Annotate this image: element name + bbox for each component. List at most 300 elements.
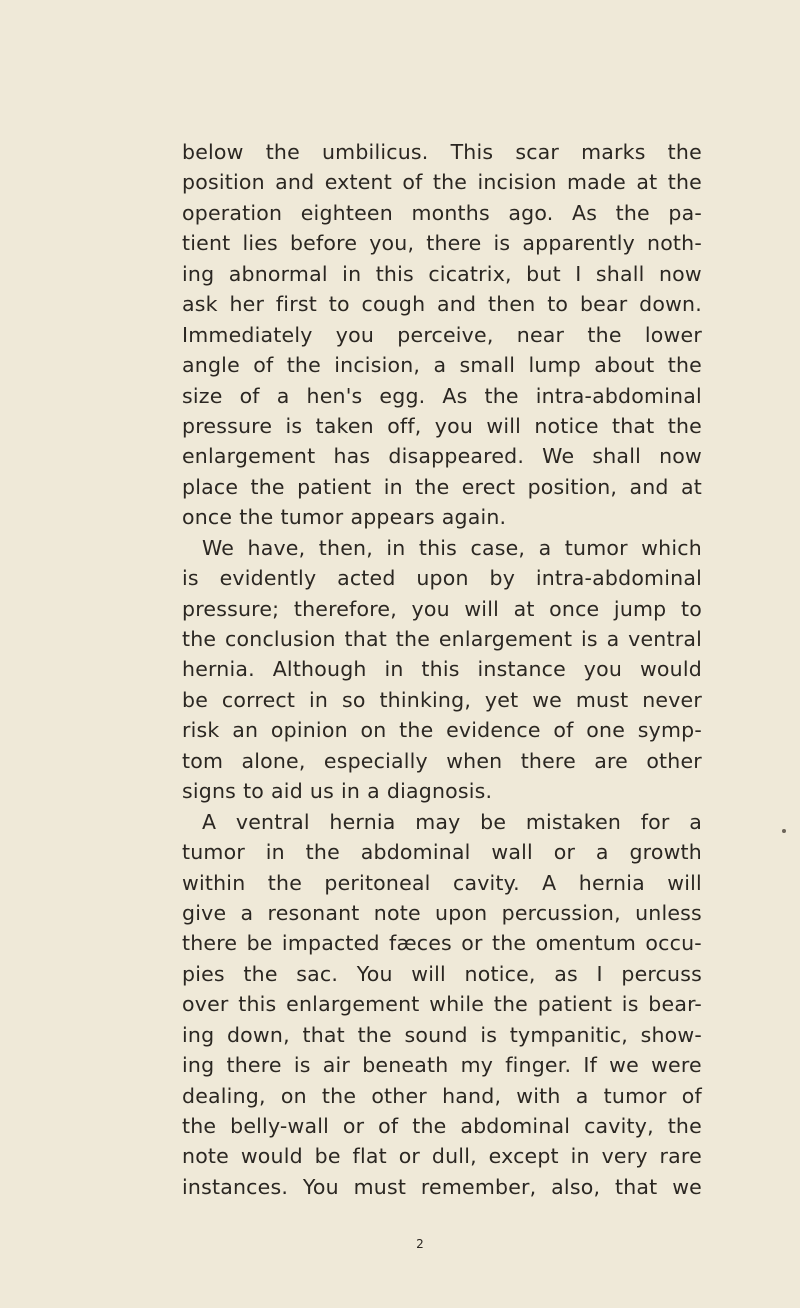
word: also, (551, 1174, 601, 1199)
word: we (609, 1053, 639, 1078)
word: made (567, 170, 626, 195)
word: you (434, 413, 474, 438)
word: As (571, 200, 598, 225)
word: beneath (362, 1053, 449, 1078)
word: aid (271, 779, 303, 804)
word: belly-wall (230, 1114, 330, 1138)
word: that (611, 413, 655, 438)
word: ago. (508, 200, 554, 225)
word: will (486, 413, 522, 438)
word: sound (404, 1022, 468, 1047)
word: or (553, 840, 576, 865)
text-line (182, 989, 702, 1019)
word: tumor (182, 840, 245, 865)
word: other (646, 748, 702, 773)
word: I (575, 261, 582, 286)
word: hand, (442, 1083, 502, 1108)
word: We (542, 444, 575, 469)
word: disappeared. (388, 444, 525, 469)
word: will (667, 870, 702, 895)
word: extent (324, 170, 392, 195)
word: shall (592, 444, 641, 469)
word: my (460, 1053, 494, 1078)
word: there (426, 231, 482, 256)
word: the (587, 322, 622, 347)
word: tumor (564, 535, 628, 560)
word: dealing, (182, 1083, 266, 1108)
word: is (182, 566, 199, 591)
word: tom (182, 748, 224, 773)
word: ask (182, 292, 218, 317)
word: have, (247, 535, 306, 560)
word: a (575, 1083, 589, 1108)
word: with (516, 1083, 561, 1108)
word: of (681, 1083, 702, 1108)
word: the (484, 383, 519, 408)
word: of (239, 383, 260, 408)
word: when (446, 748, 503, 773)
word: you, (369, 231, 415, 256)
word: never (642, 687, 702, 712)
word: notice, (464, 961, 536, 986)
word: pressure; (182, 596, 280, 621)
word: the (265, 140, 300, 164)
word: intra-abdominal (535, 383, 702, 408)
word: the (286, 353, 321, 378)
text-line (182, 1141, 702, 1171)
word: tient (182, 231, 231, 256)
word: enlargement (182, 444, 316, 469)
word: omentum (535, 931, 637, 956)
word: notice (534, 413, 599, 438)
word: appears (350, 505, 435, 530)
word: is (621, 992, 639, 1017)
word: finger. (505, 1053, 572, 1078)
word: be (480, 809, 507, 834)
word: peritoneal (324, 870, 431, 895)
text-line (182, 898, 702, 928)
word: as (554, 961, 578, 986)
word: If (583, 1053, 598, 1078)
word: of (378, 1114, 399, 1138)
word: jump (613, 596, 667, 621)
word: in (265, 840, 285, 865)
word: percuss (621, 961, 702, 986)
word: ventral (235, 809, 310, 834)
text-line (182, 137, 702, 167)
word: signs (182, 779, 237, 804)
word: months (411, 200, 490, 225)
word: pressure (182, 413, 273, 438)
word: the (267, 870, 303, 895)
word: has (333, 444, 371, 469)
word: you (335, 322, 375, 347)
word: sac. (296, 961, 339, 986)
word: that (344, 627, 387, 651)
text-line (182, 685, 702, 715)
word: especially (323, 748, 428, 773)
word: mistaken (525, 809, 622, 834)
text-line (182, 1020, 702, 1050)
word: be (182, 687, 209, 712)
word: ing (182, 1053, 215, 1078)
word: the (667, 413, 702, 438)
word: in (386, 535, 406, 560)
text-line (182, 259, 702, 289)
word: perceive, (397, 322, 494, 347)
word: evidence (446, 718, 541, 743)
word: off, (387, 413, 422, 438)
word: this (421, 657, 460, 682)
word: shall (595, 261, 645, 286)
text-line (182, 533, 702, 563)
word: so (341, 687, 366, 712)
word: intra-abdominal (535, 566, 702, 591)
word: occu- (645, 931, 702, 956)
word: the (667, 353, 702, 378)
word: This (450, 140, 494, 164)
word: eighteen (300, 200, 393, 225)
word: were (651, 1053, 702, 1078)
word: the (412, 1114, 447, 1138)
text-line (182, 715, 702, 745)
word: the (182, 1114, 217, 1138)
word: the (667, 170, 702, 195)
word: remember, (420, 1174, 537, 1199)
word: lump (528, 353, 581, 378)
word: the (395, 627, 431, 651)
word: of (253, 353, 274, 378)
word: tumor (603, 1083, 667, 1108)
word: ing (182, 1022, 215, 1047)
word: cavity, (584, 1114, 654, 1138)
word: abdominal (360, 840, 471, 865)
word: incision (477, 170, 557, 195)
word: A (542, 870, 557, 895)
word: the (399, 718, 434, 743)
word: enlargement (438, 627, 573, 651)
word: once (549, 596, 600, 621)
text-line (182, 868, 702, 898)
word: cicatrix, (428, 261, 512, 286)
word: there (520, 748, 576, 773)
word: a (595, 840, 609, 865)
word: instances. (182, 1174, 289, 1199)
word: then, (318, 535, 373, 560)
text-line (182, 1111, 702, 1141)
word: the (493, 992, 528, 1017)
word: below (182, 140, 244, 164)
text-line (182, 624, 702, 654)
word: instance (477, 657, 566, 682)
text-line (182, 350, 702, 380)
text-line (182, 411, 702, 441)
text-line (182, 198, 702, 228)
word: apparently (522, 231, 635, 256)
word: place (182, 474, 239, 499)
word: enlargement (286, 992, 420, 1017)
word: impacted (281, 931, 380, 956)
word: ventral (628, 627, 702, 651)
word: operation (182, 200, 283, 225)
word: umbilicus. (321, 140, 429, 164)
word: may (415, 809, 461, 834)
word: of (402, 170, 423, 195)
word: patient (297, 474, 372, 499)
word: the (615, 200, 650, 225)
word: growth (629, 840, 702, 865)
word: by (489, 566, 516, 591)
word: Immediately (182, 322, 313, 347)
word: risk (182, 718, 220, 743)
word: to (328, 292, 350, 317)
word: this (238, 992, 277, 1017)
text-line (182, 1081, 702, 1111)
word: is (493, 231, 511, 256)
word: show- (640, 1022, 702, 1047)
word: but (526, 261, 561, 286)
word: percussion, (501, 900, 621, 925)
word: As (442, 383, 468, 408)
word: angle (182, 353, 240, 378)
word: us (309, 779, 334, 804)
word: the (250, 474, 285, 499)
text-line (182, 502, 702, 532)
word: upon (416, 566, 469, 591)
word: lower (644, 322, 702, 347)
word: bear (579, 292, 628, 317)
word: first (275, 292, 317, 317)
word: this (418, 535, 458, 560)
text-line (182, 654, 702, 684)
word: position (182, 170, 265, 195)
word: in (384, 657, 404, 682)
word: to (547, 292, 569, 317)
text-line (182, 441, 702, 471)
word: the (243, 961, 278, 986)
word: cavity. (452, 870, 520, 895)
text-line (182, 563, 702, 593)
text-line (182, 959, 702, 989)
word: patient (537, 992, 613, 1017)
word: down. (639, 292, 702, 317)
text-line (182, 594, 702, 624)
word: or (342, 1114, 365, 1138)
word: to (243, 779, 265, 804)
word: unless (635, 900, 702, 925)
text-line (182, 776, 702, 806)
word: is (480, 1022, 498, 1047)
word: hernia (578, 870, 645, 895)
word: therefore, (293, 596, 397, 621)
word: symp- (637, 718, 702, 743)
word: we (532, 687, 562, 712)
word: and (437, 292, 477, 317)
word: a (433, 353, 447, 378)
word: will (464, 596, 499, 621)
word: hen's (306, 383, 363, 408)
word: hernia. (182, 657, 255, 682)
word: to (680, 596, 702, 621)
paper-speck (782, 829, 786, 833)
word: small (459, 353, 516, 378)
text-line (182, 167, 702, 197)
word: pies (182, 961, 225, 986)
word: must (575, 687, 629, 712)
word: at (513, 596, 535, 621)
word: pa- (668, 200, 702, 225)
word: taken (315, 413, 374, 438)
word: in (383, 474, 403, 499)
text-line (182, 837, 702, 867)
word: You (356, 961, 393, 986)
word: egg. (379, 383, 426, 408)
word: and (629, 474, 669, 499)
word: the (305, 840, 340, 865)
word: evidently (219, 566, 317, 591)
word: once (182, 505, 233, 530)
word: is (285, 413, 303, 438)
word: opinion (270, 718, 348, 743)
text-line (182, 472, 702, 502)
word: you (583, 657, 623, 682)
word: a (689, 809, 702, 834)
word: would (639, 657, 702, 682)
word: over (182, 992, 229, 1017)
word: at (636, 170, 658, 195)
text-line (182, 320, 702, 350)
word: note (182, 1144, 229, 1169)
word: on (280, 1083, 307, 1108)
word: on (360, 718, 387, 743)
word: the (182, 627, 217, 651)
word: will (411, 961, 446, 986)
word: would (240, 1144, 303, 1169)
word: noth- (647, 231, 702, 256)
word: the (321, 1083, 357, 1108)
word: now (659, 444, 702, 469)
word: thinking, (379, 687, 472, 712)
word: you (411, 596, 450, 621)
word: You (302, 1174, 339, 1199)
word: there (182, 931, 238, 956)
word: tumor (280, 505, 344, 530)
page-number: 2 (416, 1237, 424, 1251)
word: conclusion (225, 627, 336, 651)
word: that (614, 1174, 658, 1199)
word: abnormal (228, 261, 328, 286)
word: a (367, 779, 380, 804)
word: fæces (389, 931, 452, 956)
word: I (596, 961, 603, 986)
word: within (182, 870, 246, 895)
text-line (182, 746, 702, 776)
word: give (182, 900, 227, 925)
word: a (538, 535, 552, 560)
word: abdominal (460, 1114, 571, 1138)
word: alone, (241, 748, 306, 773)
word: about (594, 353, 655, 378)
word: the (491, 931, 527, 956)
word: before (289, 231, 358, 256)
word: of (553, 718, 574, 743)
word: the (667, 1114, 702, 1138)
word: except (488, 1144, 559, 1169)
body-text (182, 137, 702, 1202)
text-line (182, 928, 702, 958)
word: near (516, 322, 565, 347)
word: other (371, 1083, 427, 1108)
word: air (322, 1053, 351, 1078)
word: now (658, 261, 702, 286)
word: We (202, 535, 235, 560)
word: bear- (648, 992, 702, 1017)
word: upon (435, 900, 488, 925)
word: and (275, 170, 315, 195)
word: down, (226, 1022, 290, 1047)
word: erect (461, 474, 516, 499)
word: Although (272, 657, 367, 682)
word: flat (352, 1144, 387, 1169)
text-line (182, 228, 702, 258)
word: then (487, 292, 536, 317)
word: rare (659, 1144, 702, 1169)
word: dull, (431, 1144, 477, 1169)
word: size (182, 383, 223, 408)
text-line (182, 1172, 702, 1202)
word: the (432, 170, 468, 195)
word: tympanitic, (509, 1022, 628, 1047)
word: incision, (334, 353, 421, 378)
word: the (357, 1022, 392, 1047)
text-line (182, 289, 702, 319)
word: a (276, 383, 290, 408)
word: for (640, 809, 670, 834)
word: resonant (267, 900, 360, 925)
word: be (246, 931, 273, 956)
word: at (680, 474, 702, 499)
word: her (229, 292, 265, 317)
word: hernia (329, 809, 396, 834)
word: while (429, 992, 485, 1017)
word: wall (491, 840, 533, 865)
word: again. (441, 505, 507, 530)
text-line (182, 1050, 702, 1080)
word: that (302, 1022, 345, 1047)
word: must (353, 1174, 407, 1199)
word: or (398, 1144, 421, 1169)
word: a (606, 627, 620, 651)
word: in (341, 779, 361, 804)
word: A (202, 809, 217, 834)
word: be (314, 1144, 341, 1169)
word: we (672, 1174, 702, 1199)
word: the (239, 505, 274, 530)
word: yet (484, 687, 519, 712)
word: is (580, 627, 598, 651)
word: case, (470, 535, 526, 560)
word: in (308, 687, 329, 712)
word: diagnosis. (386, 779, 493, 804)
word: cough (361, 292, 426, 317)
word: marks (581, 140, 646, 164)
word: in (342, 261, 362, 286)
text-line (182, 381, 702, 411)
word: scar (515, 140, 560, 164)
word: there (226, 1053, 282, 1078)
word: a (240, 900, 254, 925)
word: one (586, 718, 626, 743)
